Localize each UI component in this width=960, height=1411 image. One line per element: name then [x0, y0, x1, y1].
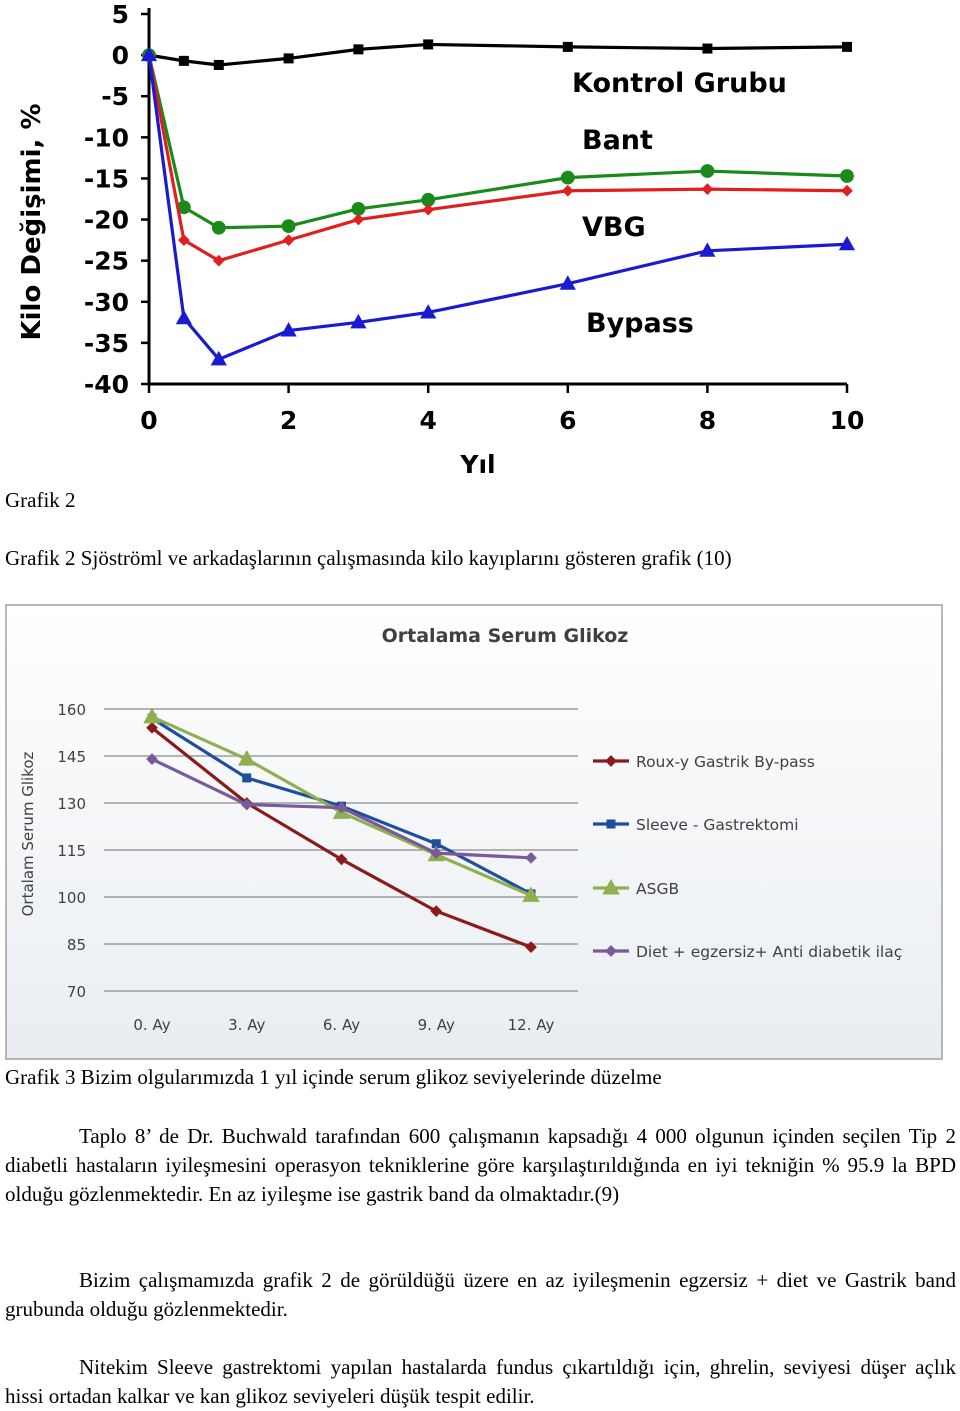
- series-line-bypass: [149, 55, 847, 359]
- series-label: Kontrol Grubu: [572, 68, 787, 99]
- data-point: [176, 310, 192, 324]
- data-point: [284, 53, 294, 63]
- data-point: [561, 171, 575, 185]
- x-tick-label: 2: [279, 406, 298, 435]
- data-point: [702, 44, 712, 54]
- legend-label: Roux-y Gastrik By-pass: [636, 753, 815, 771]
- x-tick-label: 6. Ay: [322, 1016, 361, 1034]
- x-tick-label: 0. Ay: [133, 1016, 171, 1034]
- x-tick-label: 9. Ay: [417, 1016, 455, 1034]
- y-tick-label: -30: [83, 287, 129, 317]
- y-axis-label: Kilo Değişimi, %: [17, 103, 47, 341]
- data-point: [242, 773, 251, 782]
- y-axis-label: Ortalam Serum Glikoz: [19, 751, 37, 917]
- y-tick-label: -25: [83, 246, 129, 276]
- y-tick-label: 85: [66, 936, 86, 954]
- legend-marker: [607, 820, 616, 829]
- y-tick-label: 115: [57, 842, 86, 860]
- data-point: [422, 204, 434, 216]
- data-point: [212, 221, 226, 235]
- paragraph-2: Bizim çalışmamızda grafik 2 de görüldüğü üzere en az iyileşmenin egzersiz + diet ve Gastrik band grubunda olduğu gözlenmektedir.: [5, 1268, 956, 1321]
- legend-label: ASGB: [636, 880, 680, 898]
- series-label: Bypass: [586, 308, 694, 339]
- data-point: [563, 42, 573, 52]
- data-point: [353, 44, 363, 54]
- legend-label: Sleeve - Gastrektomi: [636, 816, 799, 834]
- x-tick-label: 6: [559, 406, 577, 435]
- x-tick-label: 3. Ay: [228, 1016, 266, 1034]
- y-tick-label: -35: [83, 328, 129, 358]
- data-point: [842, 42, 852, 52]
- figure1-caption: Grafik 2 Sjöströml ve arkadaşlarının çalışmasında kilo kayıplarını gösteren grafik (10): [5, 546, 732, 570]
- data-point: [423, 39, 433, 49]
- y-tick-label: -40: [83, 370, 129, 399]
- data-point: [179, 56, 189, 66]
- data-point: [840, 169, 854, 183]
- x-tick-label: 12. Ay: [507, 1016, 555, 1034]
- serum-glucose-chart: [0, 600, 960, 1070]
- data-point: [214, 60, 224, 70]
- data-point: [283, 234, 295, 246]
- x-tick-label: 4: [419, 406, 437, 435]
- paragraph-3: Nitekim Sleeve gastrektomi yapılan hastalarda fundus çıkartıldığı için, ghrelin, seviyesi düşer açlık hissi ortadan kalkar ve kan glikoz seviyeleri düşük tespit edilir.: [5, 1355, 956, 1408]
- x-tick-label: 8: [698, 406, 717, 435]
- y-tick-label: 0: [111, 41, 129, 71]
- y-tick-label: 130: [57, 795, 86, 813]
- weight-change-chart: [0, 0, 900, 490]
- y-tick-label: -15: [83, 164, 129, 194]
- series-line-kontrol-grubu: [149, 44, 847, 65]
- y-tick-label: 160: [57, 701, 86, 719]
- data-point: [562, 185, 574, 197]
- series-label: Bant: [582, 125, 653, 156]
- figure2-caption: Grafik 3 Bizim olgularımızda 1 yıl içinde serum glikoz seviyelerinde düzelme: [5, 1065, 662, 1089]
- y-tick-label: -10: [83, 123, 129, 153]
- data-point: [353, 214, 365, 226]
- paragraph-1: Taplo 8’ de Dr. Buchwald tarafından 600 çalışmanın kapsadığı 4 000 olgunun içinden seçilen Tip 2 diabetli hastaların iyileşmesini operasyon tekniklerine göre karşılaştırıldığında en iyi tekniğin % 95.9 la BPD olduğu gözlenmektedir. En az iyileşme ise gastrik band da olmaktadır.(9): [5, 1124, 956, 1206]
- series-label: VBG: [582, 212, 646, 243]
- data-point: [701, 164, 715, 178]
- x-tick-label: 0: [140, 406, 158, 435]
- x-tick-label: 10: [829, 406, 865, 435]
- y-tick-label: -5: [101, 82, 129, 112]
- y-tick-label: 100: [57, 889, 86, 907]
- data-point: [282, 219, 296, 233]
- y-tick-label: -20: [83, 205, 129, 235]
- figure1-short-caption: Grafik 2: [5, 488, 76, 512]
- chart-title: Ortalama Serum Glikoz: [381, 625, 629, 647]
- x-axis-label: Yıl: [460, 450, 496, 479]
- data-point: [352, 202, 366, 216]
- y-tick-label: 145: [57, 748, 86, 766]
- data-point: [702, 183, 714, 195]
- data-point: [841, 185, 853, 197]
- legend-label: Diet + egzersiz+ Anti diabetik ilaç: [636, 943, 903, 961]
- y-tick-label: 5: [111, 0, 129, 29]
- y-tick-label: 70: [66, 983, 86, 1001]
